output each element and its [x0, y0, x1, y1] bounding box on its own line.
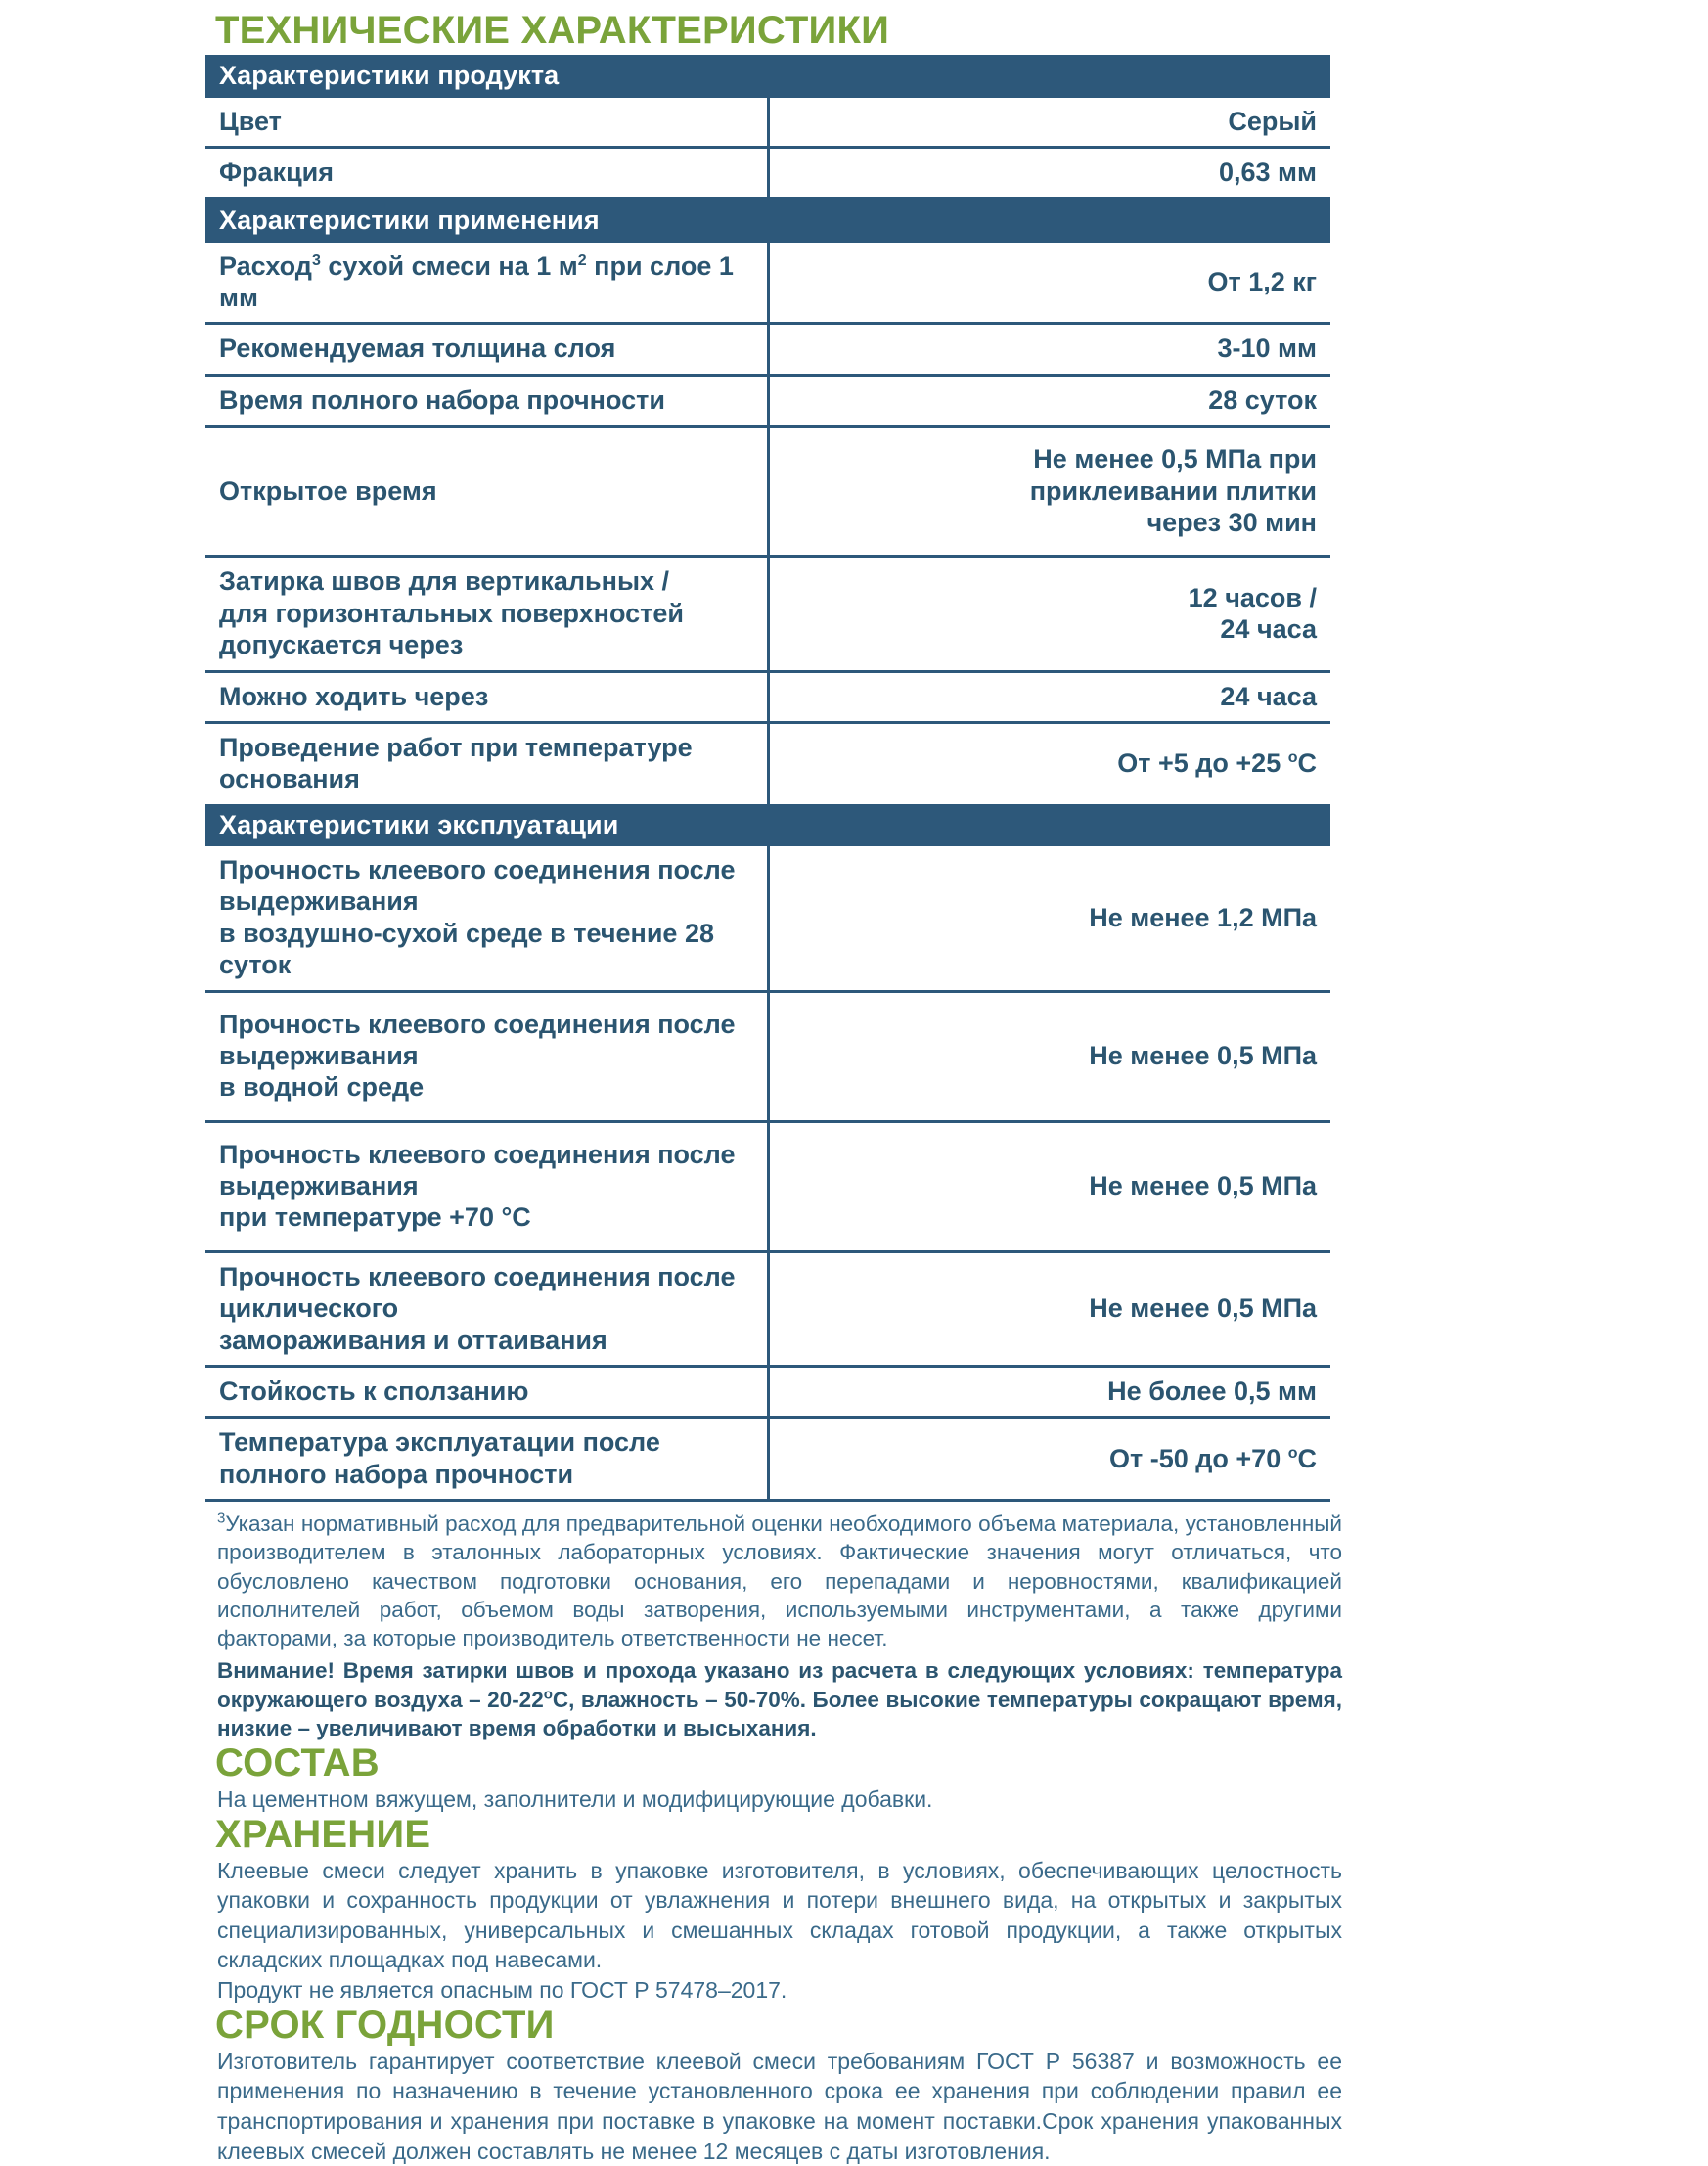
row-key: Открытое время [205, 427, 768, 557]
attention-text-part2: С, влажность – 50-70%. Более высокие температуры сокращают время, низкие – увеличивают время обработки и высыхания. [217, 1687, 1342, 1740]
table-row [205, 1367, 1330, 1418]
row-value-line: приклеивании плитки [1029, 475, 1317, 506]
row-value-text: От -50 до +70 [1109, 1443, 1288, 1473]
row-key-line: Прочность клеевого соединения после выдерживания [219, 1139, 736, 1201]
row-key: Стойкость к сползанию [205, 1367, 768, 1418]
row-key: Можно ходить через [205, 671, 768, 722]
group-header-label: Характеристики продукта [205, 55, 1330, 97]
section-paragraph-sostav: На цементном вяжущем, заполнители и модифицирующие добавки. [217, 1785, 933, 1812]
row-value-text: От +5 до +25 [1117, 748, 1288, 779]
table-row [205, 375, 1330, 426]
row-value: Серый [768, 98, 1330, 148]
section-paragraph-srok-godnosti: Изготовитель гарантирует соответствие клеевой смеси требованиям ГОСТ Р 56387 и возможность ее применения по назначению в течение установленного срока ее хранения при соблюдении правил ее транспортирования и хранения при поставке в упаковке на момент поставки.Срок хранения упакованных клеевых смесей должен составлять не менее 12 месяцев с даты изготовления. [217, 2048, 1342, 2164]
attention-note [217, 1656, 1342, 1742]
footnote-marker: 3 [311, 251, 321, 269]
row-value-text-2: С [1297, 1443, 1317, 1473]
table-row [205, 1121, 1330, 1251]
row-value [768, 427, 1330, 557]
row-key-text-3: при слое 1 мм [219, 250, 734, 313]
row-key: Температура эксплуатации после полного набора прочности [205, 1418, 768, 1501]
row-value: 28 суток [768, 375, 1330, 426]
row-value: 0,63 мм [768, 148, 1330, 199]
row-key: Фракция [205, 148, 768, 199]
table-row [205, 557, 1330, 671]
section-title-hranenie: ХРАНЕНИЕ [215, 1813, 431, 1857]
row-value-line: 24 часа [1220, 613, 1317, 644]
footnote-marker: 3 [217, 1510, 226, 1527]
attention-text-part1: Внимание! Время затирки швов и прохода указано из расчета в следующих условиях: температура окружающего воздуха – 20-22 [217, 1658, 1342, 1712]
table-row [205, 148, 1330, 199]
row-value-line: 12 часов / [1188, 582, 1317, 612]
row-value [768, 1418, 1330, 1501]
row-value [768, 722, 1330, 803]
technical-specifications-table [205, 55, 1330, 1502]
degree-symbol: о [543, 1686, 553, 1703]
row-value: 24 часа [768, 671, 1330, 722]
row-value: От 1,2 кг [768, 243, 1330, 324]
row-key-line: при температуре +70 °С [219, 1202, 531, 1233]
table-row [205, 991, 1330, 1121]
table-row [205, 243, 1330, 324]
row-key-text-2: сухой смеси на 1 м [320, 250, 578, 281]
section-paragraph-hranenie-2: Продукт не является опасным по ГОСТ Р 57478–2017. [217, 1976, 787, 2003]
row-key-line: в воздушно-сухой среде в течение 28 суток [219, 918, 714, 980]
row-value-line: Не менее 0,5 МПа при [1033, 444, 1317, 474]
row-key [205, 1121, 768, 1251]
row-key-line: Прочность клеевого соединения после выдерживания [219, 854, 736, 917]
consumption-footnote [217, 1510, 1342, 1652]
row-key-line: Прочность клеевого соединения после циклического [219, 1261, 736, 1324]
square-unit-exponent: 2 [577, 251, 587, 269]
row-value: Не менее 1,2 МПа [768, 846, 1330, 991]
row-key-text: Расход [219, 250, 312, 281]
row-value: Не менее 0,5 МПа [768, 1121, 1330, 1251]
table-group-header [205, 199, 1330, 243]
section-title-srok-godnosti: СРОК ГОДНОСТИ [215, 2004, 555, 2048]
row-key-line: замораживания и оттаивания [219, 1325, 607, 1355]
table-row [205, 846, 1330, 991]
row-key-line: Прочность клеевого соединения после выдерживания [219, 1009, 736, 1070]
row-key-line: в водной среде [219, 1072, 425, 1103]
row-key: Рекомендуемая толщина слоя [205, 324, 768, 375]
table-row [205, 98, 1330, 148]
row-key: Проведение работ при температуре основания [205, 722, 768, 803]
footnote-text: Указан нормативный расход для предварительной оценки необходимого объема материала, установленный производителем в эталонных лабораторных условиях. Фактические значения могут отличаться, что обусловлено качеством подготовки основания, его перепадами и неровностями, квалификацией исполнителей работ, объемом воды затворения, используемыми инструментами, а также другими факторами, за которые производитель ответственности не несет. [217, 1512, 1342, 1651]
section-title-sostav: СОСТАВ [215, 1741, 380, 1785]
table-group-header [205, 55, 1330, 97]
table-row [205, 671, 1330, 722]
row-key [205, 243, 768, 324]
table-group-header [205, 804, 1330, 846]
row-value: 3-10 мм [768, 324, 1330, 375]
row-key-line: для горизонтальных поверхностей допускается через [219, 598, 684, 660]
group-header-label: Характеристики применения [205, 199, 1330, 243]
degree-symbol: o [1287, 1444, 1298, 1462]
group-header-label: Характеристики эксплуатации [205, 804, 1330, 846]
row-value: Не более 0,5 мм [768, 1367, 1330, 1418]
row-value: Не менее 0,5 МПа [768, 991, 1330, 1121]
section-paragraph-hranenie-1: Клеевые смеси следует хранить в упаковке изготовителя, в условиях, обеспечивающих целостность упаковки и сохранность продукции от увлажнения и потери внешнего вида, на открытых и закрытых специализированных, универсальных и смешанных складах готовой продукции, а также открытых складских площадках под навесами. [217, 1857, 1342, 1973]
row-value-text-2: С [1297, 748, 1317, 779]
row-key: Время полного набора прочности [205, 375, 768, 426]
row-key-line: Затирка швов для вертикальных / [219, 566, 670, 597]
table-row [205, 324, 1330, 375]
row-value: Не менее 0,5 МПа [768, 1251, 1330, 1366]
row-value-line: через 30 мин [1146, 507, 1317, 537]
row-key: Цвет [205, 98, 768, 148]
table-row [205, 722, 1330, 803]
row-key [205, 846, 768, 991]
row-key [205, 991, 768, 1121]
page-title: ТЕХНИЧЕСКИЕ ХАРАКТЕРИСТИКИ [215, 9, 890, 52]
row-value [768, 557, 1330, 671]
table-row [205, 427, 1330, 557]
row-key [205, 557, 768, 671]
table-row [205, 1418, 1330, 1501]
degree-symbol: o [1287, 749, 1298, 767]
row-key [205, 1251, 768, 1366]
table-row [205, 1251, 1330, 1366]
